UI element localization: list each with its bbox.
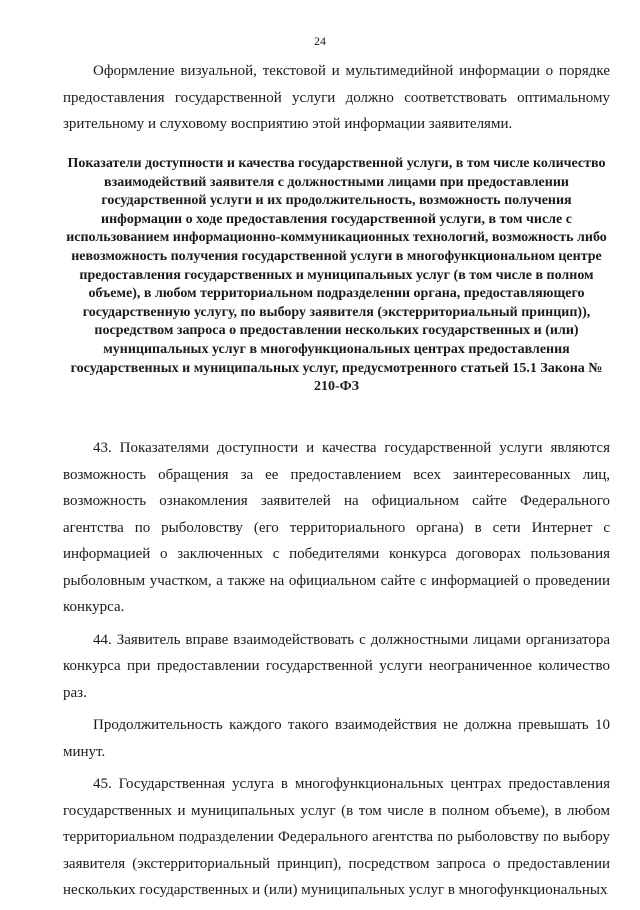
- paragraph-43: 43. Показателями доступности и качества государственной услуги являются возможность обращения за ее предоставлением всех заинтересованных лиц, возможность ознакомления заявителей на официальном сайте Федерального агентства по рыболовству (его территориального органа) в сети Интернет с информацией о заключенных с победителями конкурса договорах пользования рыболовным участком, а также на официальном сайте с информацией о проведении конкурса.: [63, 440, 610, 615]
- intro-paragraph: Оформление визуальной, текстовой и мультимедийной информации о порядке предоставления государственной услуги должно соответствовать оптимальному зрительному и слуховому восприятию этой информации заявителями.: [63, 63, 610, 132]
- body-section: [63, 435, 610, 910]
- section-heading: Показатели доступности и качества государственной услуги, в том числе количество взаимодействий заявителя с должностными лицами при предоставлении государственной услуги и их продолжительность, возможность получения информации о ходе предоставления государственной услуги, в том числе с использованием информационно-коммуникационных технологий, возможность либо невозможность получения государственной услуги в многофункциональном центре предоставления государственных и муниципальных услуг (в том числе в полном объеме), в любом территориальном подразделении органа, предоставляющего государственную услугу, по выбору заявителя (экстерриториальный принцип)), посредством запроса о предоставлении нескольких государственных и (или) муниципальных услуг в многофункциональных центрах предоставления государственных и муниципальных услуг, предусмотренного статьей 15.1 Закона № 210-ФЗ: [66, 156, 607, 395]
- page-number: 24: [314, 34, 326, 48]
- intro-section: [63, 58, 610, 138]
- paragraph-45: 45. Государственная услуга в многофункциональных центрах предоставления государственных и муниципальных услуг (в том числе в полном объеме), в любом территориальном подразделении Федерального агентства по рыболовству по выбору заявителя (экстерриториальный принцип), посредством запроса о предоставлении нескольких государственных и (или) муниципальных услуг в многофункциональных: [63, 776, 610, 898]
- paragraph-44: 44. Заявитель вправе взаимодействовать с должностными лицами организатора конкурса при предоставлении государственной услуги неограниченное количество раз.: [63, 631, 610, 701]
- paragraph-duration: Продолжительность каждого такого взаимодействия не должна превышать 10 минут.: [63, 717, 610, 760]
